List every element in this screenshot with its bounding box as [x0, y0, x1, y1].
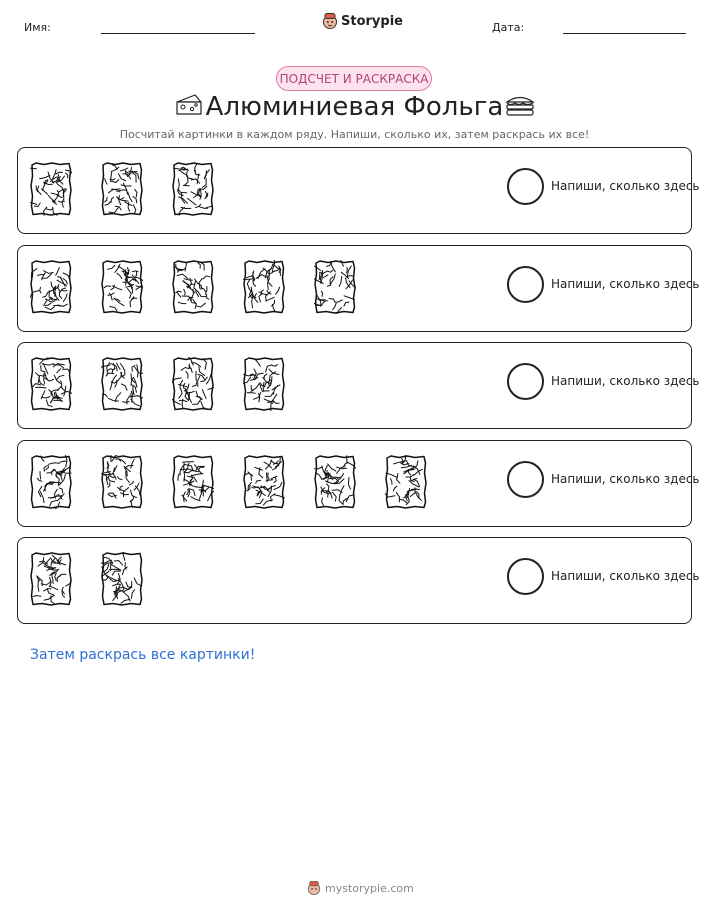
name-label: Имя:: [24, 21, 51, 34]
aluminum-foil-icon[interactable]: [243, 455, 285, 509]
storypie-mascot-icon: [322, 12, 338, 30]
aluminum-foil-icon[interactable]: [30, 552, 72, 606]
site-footer: [307, 880, 414, 896]
aluminum-foil-icon[interactable]: [30, 260, 72, 314]
aluminum-foil-icon[interactable]: [314, 455, 356, 509]
aluminum-foil-icon[interactable]: [385, 455, 427, 509]
counting-row: [17, 342, 700, 429]
aluminum-foil-icon[interactable]: [172, 455, 214, 509]
site-url: mystorypie.com: [325, 881, 414, 895]
category-badge: ПОДСЧЕТ И РАСКРАСКА: [276, 66, 432, 91]
storypie-mascot-icon: [307, 880, 321, 896]
aluminum-foil-icon[interactable]: [172, 357, 214, 411]
aluminum-foil-icon[interactable]: [314, 260, 356, 314]
aluminum-foil-icon[interactable]: [30, 357, 72, 411]
instructions: Посчитай картинки в каждом ряду. Напиши, сколько их, затем раскрась их все!: [119, 128, 590, 141]
answer-label: Напиши, сколько здесь: [551, 277, 700, 291]
worksheet-title: Алюминиевая Фольга: [205, 92, 504, 122]
aluminum-foil-icon[interactable]: [172, 162, 214, 216]
answer-label: Напиши, сколько здесь: [551, 472, 700, 486]
aluminum-foil-icon[interactable]: [101, 455, 143, 509]
aluminum-foil-icon[interactable]: [101, 357, 143, 411]
aluminum-foil-icon[interactable]: [172, 260, 214, 314]
answer-circle[interactable]: [507, 266, 544, 303]
answer-circle[interactable]: [507, 363, 544, 400]
aluminum-foil-icon[interactable]: [101, 260, 143, 314]
name-line[interactable]: [101, 33, 255, 34]
answer-label: Напиши, сколько здесь: [551, 374, 700, 388]
counting-row: [17, 440, 700, 527]
answer-label: Напиши, сколько здесь: [551, 179, 700, 193]
brand-name: Storypie: [341, 13, 403, 29]
aluminum-foil-icon[interactable]: [30, 455, 72, 509]
counting-row: [17, 147, 700, 234]
answer-circle[interactable]: [507, 461, 544, 498]
aluminum-foil-icon[interactable]: [101, 162, 143, 216]
sandwich-icon: [504, 92, 536, 118]
answer-circle[interactable]: [507, 168, 544, 205]
counting-row: [17, 245, 700, 332]
aluminum-foil-icon[interactable]: [243, 357, 285, 411]
counting-row: [17, 537, 700, 624]
aluminum-foil-icon[interactable]: [101, 552, 143, 606]
coloring-note: Затем раскрась все картинки!: [30, 647, 256, 663]
aluminum-foil-icon[interactable]: [30, 162, 72, 216]
answer-label: Напиши, сколько здесь: [551, 569, 700, 583]
answer-circle[interactable]: [507, 558, 544, 595]
date-line[interactable]: [563, 33, 686, 34]
aluminum-foil-icon[interactable]: [243, 260, 285, 314]
brand-logo: [322, 12, 403, 30]
date-label: Дата:: [492, 21, 525, 34]
